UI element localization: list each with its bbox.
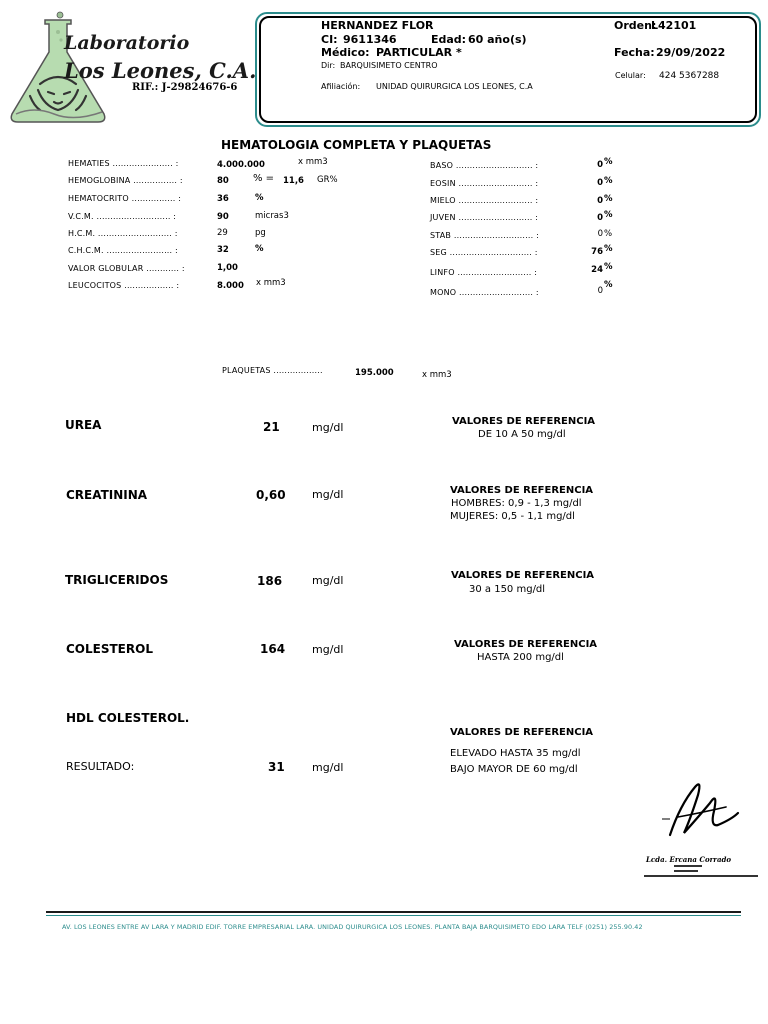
- signature-name: Lcda. Ercana Corrado: [646, 855, 732, 864]
- fecha-value: 29/09/2022: [656, 46, 726, 59]
- row-value: 24: [591, 265, 603, 275]
- row-value: 36: [217, 194, 229, 204]
- signature-stamp-icon: [644, 863, 760, 883]
- row-value: 90: [217, 212, 229, 222]
- footer-address: AV. LOS LEONES ENTRE AV LARA Y MADRID EDIF. TORRE EMPRESARIAL LARA. UNIDAD QUIRURGICA LOS LEONES. PLANTA BAJA BARQUISIMETO EDO LARA TELF (0251) 255.90.42: [62, 923, 643, 931]
- row-value: 0: [597, 229, 603, 239]
- test-name: HDL COLESTEROL.: [66, 711, 190, 725]
- row-value: 0: [597, 286, 603, 296]
- ci-label: CI:: [321, 33, 338, 46]
- signature-scribble-icon: [640, 775, 760, 845]
- medico-value: PARTICULAR *: [376, 46, 462, 59]
- row-label: LINFO ........................... :: [430, 268, 538, 277]
- dir-value: BARQUISIMETO CENTRO: [340, 61, 438, 70]
- row-label: HEMATOCRITO ................ :: [68, 194, 182, 203]
- fecha-label: Fecha:: [614, 46, 655, 59]
- orden-value: L42101: [651, 19, 697, 32]
- test-value: 21: [263, 420, 280, 434]
- row-label: BASO ............................ :: [430, 161, 539, 170]
- row-value: 76: [591, 247, 603, 257]
- row-extra-value: 11,6: [283, 176, 304, 186]
- ref-title: VALORES DE REFERENCIA: [451, 570, 595, 581]
- lab-name-line2: Los Leones, C.A.: [64, 58, 257, 83]
- row-label: SEG .............................. :: [430, 248, 538, 257]
- ref-title: VALORES DE REFERENCIA: [454, 639, 598, 650]
- row-value: 29: [217, 228, 228, 238]
- row-unit: pg: [255, 228, 266, 238]
- ci-value: 9611346: [343, 33, 397, 46]
- ref-line: BAJO MAYOR DE 60 mg/dl: [450, 764, 578, 775]
- footer-divider-accent: [46, 915, 741, 916]
- plaquetas-value: 195.000: [355, 368, 394, 378]
- row-label: JUVEN ........................... :: [430, 213, 539, 222]
- row-unit: %: [604, 262, 613, 272]
- ref-line: HASTA 200 mg/dl: [477, 652, 564, 663]
- row-value: 0: [597, 178, 603, 188]
- lab-rif: RIF.: J-29824676-6: [132, 82, 238, 93]
- row-label: MIELO ........................... :: [430, 196, 539, 205]
- plaquetas-unit: x mm3: [422, 370, 452, 380]
- test-value: 186: [257, 574, 283, 588]
- row-value: 4.000.000: [217, 160, 265, 170]
- test-unit: mg/dl: [312, 761, 344, 774]
- hematologia-title: HEMATOLOGIA COMPLETA Y PLAQUETAS: [221, 138, 492, 152]
- test-name: CREATININA: [66, 488, 148, 502]
- row-label: MONO ........................... :: [430, 288, 539, 297]
- row-unit: %: [604, 244, 613, 254]
- medico-label: Médico:: [321, 46, 370, 59]
- orden-label: Orden:: [614, 19, 657, 32]
- row-unit: x mm3: [298, 157, 328, 167]
- edad-label: Edad:: [431, 33, 467, 46]
- row-extra-unit: GR%: [317, 175, 338, 185]
- test-unit: mg/dl: [312, 574, 344, 587]
- row-unit: % =: [253, 173, 275, 184]
- afiliacion-value: UNIDAD QUIRURGICA LOS LEONES, C.A: [376, 82, 533, 91]
- row-unit: micras3: [255, 211, 289, 221]
- row-unit: %: [255, 244, 264, 254]
- result-label: RESULTADO:: [66, 760, 135, 773]
- row-value: 0: [597, 213, 603, 223]
- ref-title: VALORES DE REFERENCIA: [450, 727, 594, 738]
- lab-logo: [4, 10, 257, 128]
- row-label: H.C.M. ........................... :: [68, 229, 178, 238]
- row-label: VALOR GLOBULAR ............ :: [68, 264, 185, 273]
- afiliacion-label: Afiliación:: [321, 82, 361, 91]
- footer-divider: [46, 911, 741, 913]
- celular-label: Celular:: [615, 71, 646, 80]
- row-value: 0: [597, 160, 603, 170]
- celular-value: 424 5367288: [659, 71, 720, 81]
- row-label: HEMOGLOBINA ................ :: [68, 176, 183, 185]
- patient-name: HERNANDEZ FLOR: [321, 19, 434, 32]
- test-unit: mg/dl: [312, 421, 344, 434]
- signature: [640, 775, 760, 885]
- row-label: LEUCOCITOS .................. :: [68, 281, 180, 290]
- row-unit: %: [255, 193, 264, 203]
- row-label: C.H.C.M. ........................ :: [68, 246, 178, 255]
- row-value: 8.000: [217, 281, 244, 291]
- row-unit: x mm3: [256, 278, 286, 288]
- ref-line: HOMBRES: 0,9 - 1,3 mg/dl: [451, 498, 582, 509]
- dir-label: Dir:: [321, 61, 336, 70]
- row-label: V.C.M. ........................... :: [68, 212, 177, 221]
- plaquetas-label: PLAQUETAS ..................: [222, 366, 323, 375]
- test-name: UREA: [65, 418, 102, 432]
- row-unit: %: [604, 157, 613, 167]
- test-unit: mg/dl: [312, 488, 344, 501]
- row-value: 0: [597, 196, 603, 206]
- row-value: 32: [217, 245, 229, 255]
- ref-line: DE 10 A 50 mg/dl: [478, 429, 566, 440]
- lab-name-line1: Laboratorio: [64, 32, 190, 54]
- row-unit: %: [604, 176, 613, 186]
- row-label: HEMATIES ...................... :: [68, 159, 179, 168]
- ref-line: MUJERES: 0,5 - 1,1 mg/dl: [450, 511, 575, 522]
- row-value: 80: [217, 176, 229, 186]
- ref-line: ELEVADO HASTA 35 mg/dl: [450, 748, 581, 759]
- test-value: 0,60: [256, 488, 286, 502]
- test-name: COLESTEROL: [66, 642, 153, 656]
- row-label: EOSIN ........................... :: [430, 179, 539, 188]
- row-unit: %: [604, 280, 613, 290]
- test-value: 164: [260, 642, 286, 656]
- test-value: 31: [268, 760, 285, 774]
- edad-value: 60 año(s): [468, 33, 527, 46]
- row-unit: %: [604, 194, 613, 204]
- row-unit: %: [604, 229, 613, 239]
- ref-line: 30 a 150 mg/dl: [469, 584, 546, 595]
- test-unit: mg/dl: [312, 643, 344, 656]
- test-name: TRIGLICERIDOS: [65, 573, 169, 587]
- ref-title: VALORES DE REFERENCIA: [452, 416, 596, 427]
- ref-title: VALORES DE REFERENCIA: [450, 485, 594, 496]
- row-unit: %: [604, 210, 613, 220]
- row-value: 1,00: [217, 263, 238, 273]
- row-label: STAB ............................. :: [430, 231, 540, 240]
